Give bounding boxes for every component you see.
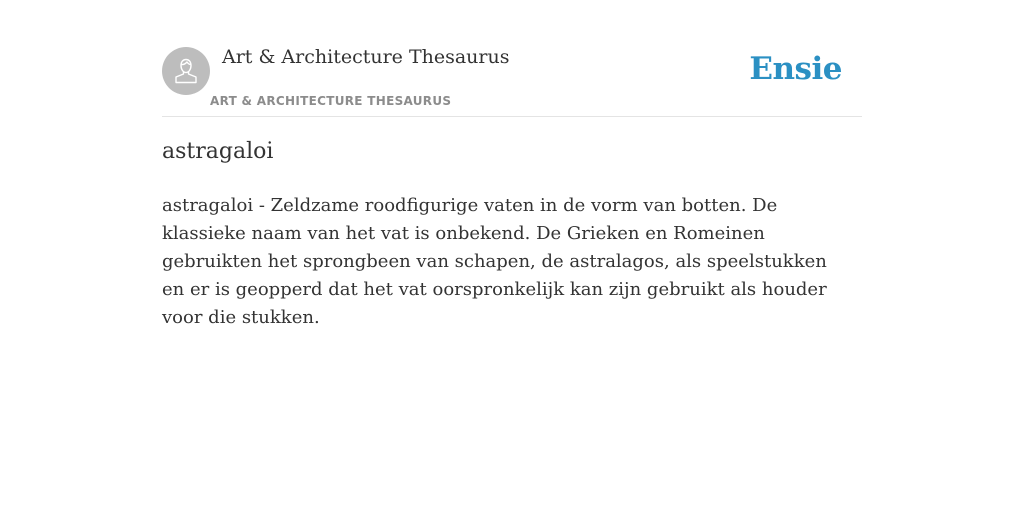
page-title: astragaloi [162,139,274,164]
header [162,46,862,117]
user-silhouette-icon [171,56,201,86]
definition-text: astragaloi - Zeldzame roodfigurige vaten in de vorm van botten. De klassieke naam van het vat is onbekend. De Grieken en Romeinen gebruikten het sprongbeen van schapen, de astralagos, als speelstukken en er is geopperd dat het vat oorspronkelijk kan zijn gebruikt als houder voor die stukken. [162,195,827,328]
author-name[interactable]: Art & Architecture Thesaurus [222,46,510,68]
author-avatar[interactable] [162,47,210,95]
channel-name[interactable]: ART & ARCHITECTURE THESAURUS [210,94,452,108]
ensie-logo[interactable]: Ensie [749,51,842,87]
